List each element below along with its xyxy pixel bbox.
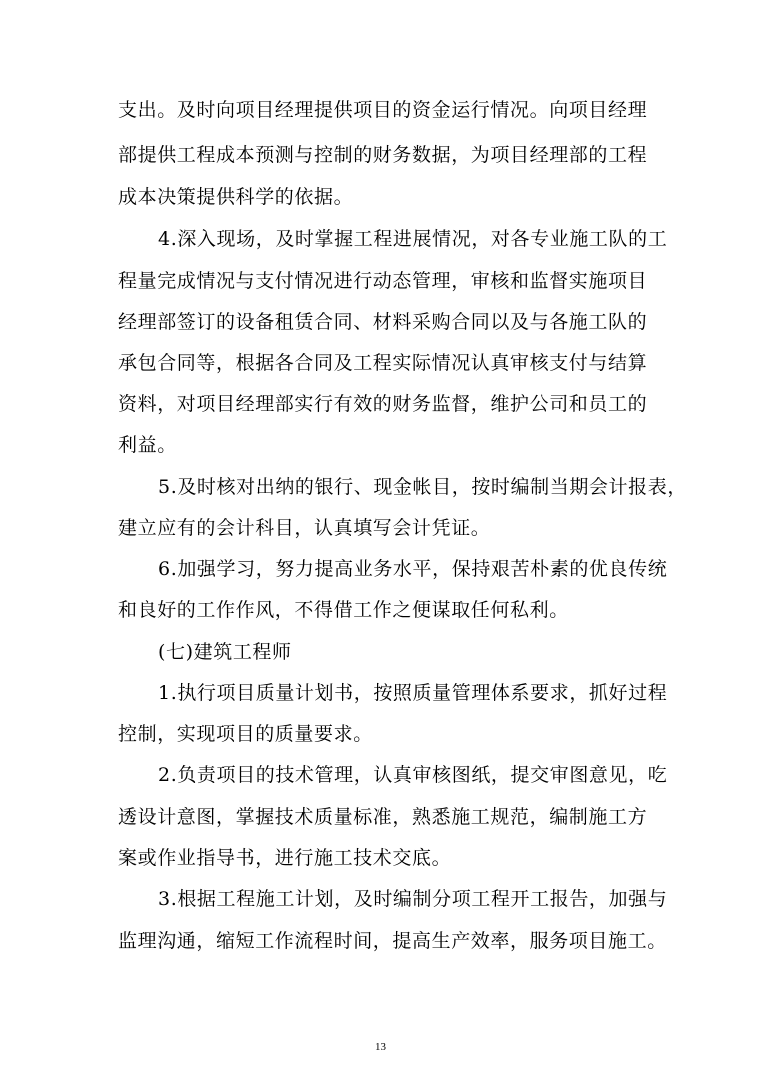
body-text-line: 成本决策提供科学的依据。 [118,186,354,208]
body-text-line: 资料，对项目经理部实行有效的财务监督，维护公司和员工的 [118,393,648,415]
body-text-line: 经理部签订的设备租赁合同、材料采购合同以及与各施工队的 [118,311,648,333]
body-text-line: 程量完成情况与支付情况进行动态管理，审核和监督实施项目 [118,270,648,292]
paragraph-start-5: 5.及时核对出纳的银行、现金帐目，按时编制当期会计报表， [158,476,687,498]
body-text-line: 和良好的工作作风，不得借工作之便谋取任何私利。 [118,599,569,621]
paragraph-start-3: 3.根据工程施工计划，及时编制分项工程开工报告，加强与 [158,888,668,910]
body-text-line: 支出。及时向项目经理提供项目的资金运行情况。向项目经理 [118,99,648,121]
paragraph-start-4: 4.深入现场，及时掌握工程进展情况，对各专业施工队的工 [158,228,668,250]
paragraph-start-1: 1.执行项目质量计划书，按照质量管理体系要求，抓好过程 [158,682,668,704]
body-text-line: 透设计意图，掌握技术质量标准，熟悉施工规范，编制施工方 [118,806,648,828]
body-text-line: 部提供工程成本预测与控制的财务数据，为项目经理部的工程 [118,144,648,166]
body-text-line: 承包合同等，根据各合同及工程实际情况认真审核支付与结算 [118,352,648,374]
body-text-line: 案或作业指导书，进行施工技术交底。 [118,847,452,869]
paragraph-start-6: 6.加强学习，努力提高业务水平，保持艰苦朴素的优良传统 [158,558,668,580]
body-text-line: 控制，实现项目的质量要求。 [118,723,373,745]
body-text-line: 利益。 [118,434,177,456]
body-text-line: 监理沟通，缩短工作流程时间，提高生产效率，服务项目施工。 [118,930,667,952]
paragraph-start-2: 2.负责项目的技术管理，认真审核图纸，提交审图意见，吃 [158,764,668,786]
page-number: 13 [375,1041,386,1053]
section-heading: (七)建筑工程师 [158,641,292,663]
body-text-line: 建立应有的会计科目，认真填写会计凭证。 [118,517,491,539]
